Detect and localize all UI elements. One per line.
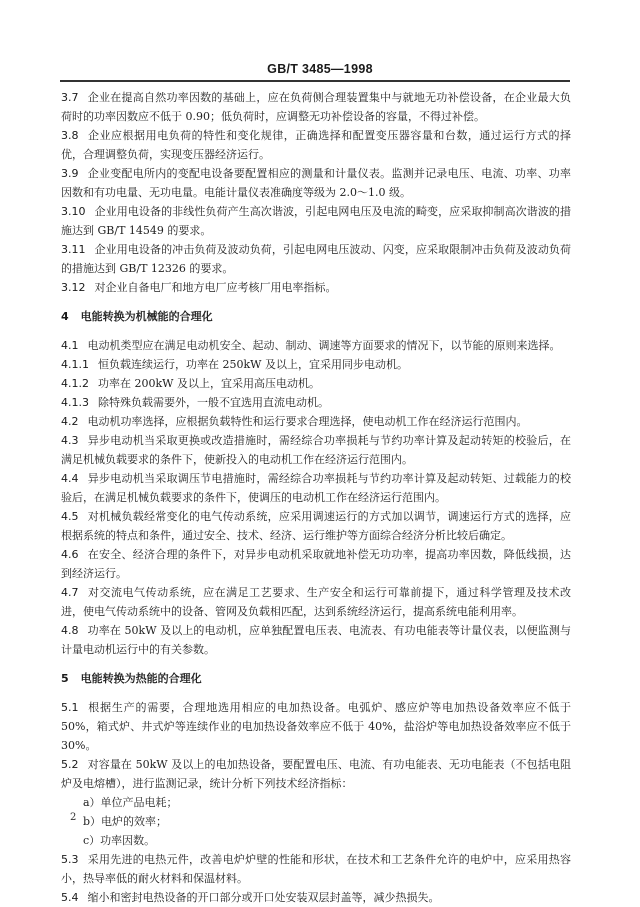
clause-text: 异步电动机当采取更换或改造措施时，需经综合功率损耗与节约功率计算及起动转矩的校验后，在满足机械负载要求的条件下，使新投入的电动机工作在经济运行范围内。	[61, 434, 571, 466]
clause-number: 4.1.3	[61, 396, 89, 409]
clause-text: 对机械负载经常变化的电气传动系统，应采用调速运行的方式加以调节，调速运行方式的选择，应根据系统的特点和条件，通过安全、技术、经济、运行维护等方面综合经济分析比较后确定。	[61, 510, 571, 542]
clause-3-12	[61, 278, 571, 297]
clause-number: 5.4	[61, 891, 79, 904]
clause-number: 5.3	[61, 853, 79, 866]
section-number: 5	[61, 672, 69, 685]
clause-text: 恒负载连续运行，功率在 250kW 及以上，宜采用同步电动机。	[98, 358, 408, 371]
clause-5-4	[61, 888, 571, 907]
clause-5-2	[61, 755, 571, 793]
clause-number: 4.8	[61, 624, 79, 637]
clause-3-10	[61, 202, 571, 240]
clause-number: 3.9	[61, 167, 79, 180]
clause-text: 企业应根据用电负荷的特性和变化规律，正确选择和配置变压器容量和台数，通过运行方式的择优，合理调整负荷，实现变压器经济运行。	[61, 129, 571, 161]
clause-number: 4.1.1	[61, 358, 89, 371]
clause-number: 3.8	[61, 129, 79, 142]
clause-number: 4.4	[61, 472, 79, 485]
clause-4-4	[61, 469, 571, 507]
clause-text: 企业用电设备的冲击负荷及波动负荷，引起电网电压波动、闪变，应采取限制冲击负荷及波动负荷的措施达到 GB/T 12326 的要求。	[61, 243, 571, 275]
clause-text: 根据生产的需要，合理地选用相应的电加热设备。电弧炉、感应炉等电加热设备效率应不低于 50%，箱式炉、井式炉等连续作业的电加热设备效率应不低于 40%，盐浴炉等电加热设备效率应不低于 30%。	[61, 701, 571, 752]
clause-text: 功率在 200kW 及以上，宜采用高压电动机。	[98, 377, 320, 390]
header-rule	[60, 80, 570, 82]
clause-3-11	[61, 240, 571, 278]
clause-number: 4.1.2	[61, 377, 89, 390]
section-title: 电能转换为机械能的合理化	[80, 310, 213, 323]
page-number: 2	[70, 812, 77, 823]
clause-4-1-2	[61, 374, 571, 393]
clause-text: 在安全、经济合理的条件下，对异步电动机采取就地补偿无功功率，提高功率因数，降低线损，达到经济运行。	[61, 548, 571, 580]
list-item-a: a）单位产品电耗；	[83, 796, 178, 809]
clause-text: 企业变配电所内的变配电设备要配置相应的测量和计量仪表。监测并记录电压、电流、功率、功率因数和有功电量、无功电量。电能计量仪表准确度等级为 2.0～1.0 级。	[61, 167, 571, 199]
clause-text: 对交流电气传动系统，应在满足工艺要求、生产安全和运行可靠前提下，通过科学管理及技术改进，使电气传动系统中的设备、管网及负载相匹配，达到系统经济运行，提高系统电能利用率。	[61, 586, 571, 618]
clause-3-8	[61, 126, 571, 164]
clause-5-3	[61, 850, 571, 888]
document-body	[61, 88, 571, 907]
clause-4-2	[61, 412, 571, 431]
clause-number: 4.5	[61, 510, 79, 523]
clause-number: 4.6	[61, 548, 79, 561]
list-item-c: c）功率因数。	[83, 834, 156, 847]
clause-4-1-3	[61, 393, 571, 412]
clause-number: 3.7	[61, 91, 79, 104]
clause-text: 企业用电设备的非线性负荷产生高次谐波，引起电网电压及电流的畸变，应采取抑制高次谐波的措施达到 GB/T 14549 的要求。	[61, 205, 571, 237]
clause-number: 5.1	[61, 701, 79, 714]
clause-text: 企业在提高自然功率因数的基础上，应在负荷侧合理装置集中与就地无功补偿设备，在企业最大负荷时的功率因数应不低于 0.90；低负荷时，应调整无功补偿设备的容量，不得过补偿。	[61, 91, 571, 123]
clause-4-1	[61, 336, 571, 355]
document-header: GB/T 3485—1998	[267, 62, 373, 76]
clause-text: 缩小和密封电热设备的开口部分或开口处安装双层封盖等，减少热损失。	[87, 891, 440, 904]
clause-text: 除特殊负载需要外，一般不宜选用直流电动机。	[98, 396, 329, 409]
clause-number: 5.2	[61, 758, 79, 771]
clause-number: 4.3	[61, 434, 79, 447]
section-heading-4	[61, 307, 571, 326]
clause-text: 电动机功率选择，应根据负载特性和运行要求合理选择，使电动机工作在经济运行范围内。	[87, 415, 528, 428]
list-item-b: b）电炉的效率；	[83, 815, 168, 828]
clause-4-6	[61, 545, 571, 583]
clause-4-1-1	[61, 355, 571, 374]
section-title: 电能转换为热能的合理化	[80, 672, 202, 685]
clause-text: 异步电动机当采取调压节电措施时，需经综合功率损耗与节约功率计算及起动转矩、过载能力的校验后，在满足机械负载要求的条件下，使调压的电动机工作在经济运行范围内。	[61, 472, 571, 504]
section-number: 4	[61, 310, 69, 323]
clause-3-9	[61, 164, 571, 202]
clause-number: 4.7	[61, 586, 79, 599]
clause-4-7	[61, 583, 571, 621]
section-heading-5	[61, 669, 571, 688]
clause-4-3	[61, 431, 571, 469]
clause-text: 采用先进的电热元件，改善电炉炉壁的性能和形状，在技术和工艺条件允许的电炉中，应采用热容小，热导率低的耐火材料和保温材料。	[61, 853, 571, 885]
clause-4-5	[61, 507, 571, 545]
clause-text: 电动机类型应在满足电动机安全、起动、制动、调速等方面要求的情况下，以节能的原则来选择。	[87, 339, 561, 352]
clause-number: 4.1	[61, 339, 79, 352]
clause-3-7	[61, 88, 571, 126]
clause-number: 3.12	[61, 281, 86, 294]
clause-number: 3.11	[61, 243, 86, 256]
clause-text: 功率在 50kW 及以上的电动机，应单独配置电压表、电流表、有功电能表等计量仪表，以便监测与计量电动机运行中的有关参数。	[61, 624, 571, 656]
clause-text: 对容量在 50kW 及以上的电加热设备，要配置电压、电流、有功电能表、无功电能表（不包括电阻炉及电熔槽），进行监测记录，统计分析下列技术经济指标：	[61, 758, 571, 790]
clause-text: 对企业自备电厂和地方电厂应考核厂用电率指标。	[94, 281, 337, 294]
clause-number: 4.2	[61, 415, 79, 428]
clause-number: 3.10	[61, 205, 86, 218]
clause-5-1	[61, 698, 571, 755]
clause-4-8	[61, 621, 571, 659]
